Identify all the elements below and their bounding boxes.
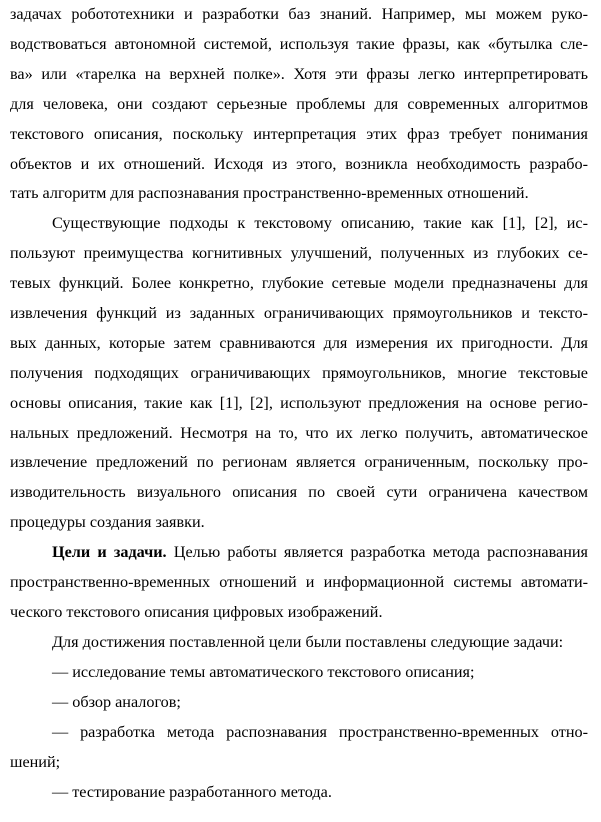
- text-line: Существующие подходы к текстовому описанию, такие как [1], [2], ис-: [52, 214, 588, 232]
- text-span: Целью работы является разработка метода распознавания: [166, 543, 589, 561]
- section-heading: Цели и задачи.: [52, 543, 167, 561]
- list-item-continuation: шений;: [10, 753, 61, 771]
- text-line: водствоваться автономной системой, используя такие фразы, как «бутылка сле-: [10, 35, 588, 53]
- text-line: пользуют преимущества когнитивных улучшений, полученных из глубоких се-: [10, 244, 588, 262]
- text-line: извлечение предложений по регионам является ограниченным, поскольку про-: [10, 453, 588, 471]
- list-item: — разработка метода распознавания пространственно-временных отно-: [52, 723, 588, 741]
- text-line: ва» или «тарелка на верхней полке». Хотя эти фразы легко интерпретировать: [10, 65, 588, 83]
- list-item: — тестирование разработанного метода.: [52, 783, 332, 801]
- text-line: тать алгоритм для распознавания пространственно-временных отношений.: [10, 184, 529, 202]
- text-line: процедуры создания заявки.: [10, 513, 205, 531]
- text-line: задачах робототехники и разработки баз знаний. Например, мы можем руко-: [10, 5, 588, 23]
- list-item: — исследование темы автоматического текстового описания;: [52, 663, 475, 681]
- text-line: изводительность визуального описания по своей сути ограничена качеством: [10, 483, 588, 501]
- list-item: — обзор аналогов;: [52, 693, 181, 711]
- text-line: для человека, они создают серьезные проблемы для современных алгоритмов: [10, 95, 588, 113]
- text-line: пространственно-временных отношений и информационной системы автомати-: [10, 573, 588, 591]
- text-line: [52, 542, 588, 562]
- text-line: извлечения функций из заданных ограничивающих прямоугольников и тексто-: [10, 304, 588, 322]
- text-line: Для достижения поставленной цели были поставлены следующие задачи:: [52, 633, 564, 651]
- text-line: текстового описания, поскольку интерпретация этих фраз требует понимания: [10, 125, 588, 143]
- text-line: получения подходящих ограничивающих прямоугольников, многие текстовые: [10, 364, 588, 382]
- text-line: ческого текстового описания цифровых изображений.: [10, 603, 383, 621]
- text-line: вых данных, которые затем сравниваются для измерения их пригодности. Для: [10, 334, 588, 352]
- text-line: тевых функций. Более конкретно, глубокие сетевые модели предназначены для: [10, 274, 588, 292]
- text-line: нальных предложений. Несмотря на то, что их легко получить, автоматическое: [10, 424, 588, 442]
- text-line: основы описания, такие как [1], [2], используют предложения на основе регио-: [10, 394, 588, 412]
- text-line: объектов и их отношений. Исходя из этого, возникла необходимость разрабо-: [10, 155, 588, 173]
